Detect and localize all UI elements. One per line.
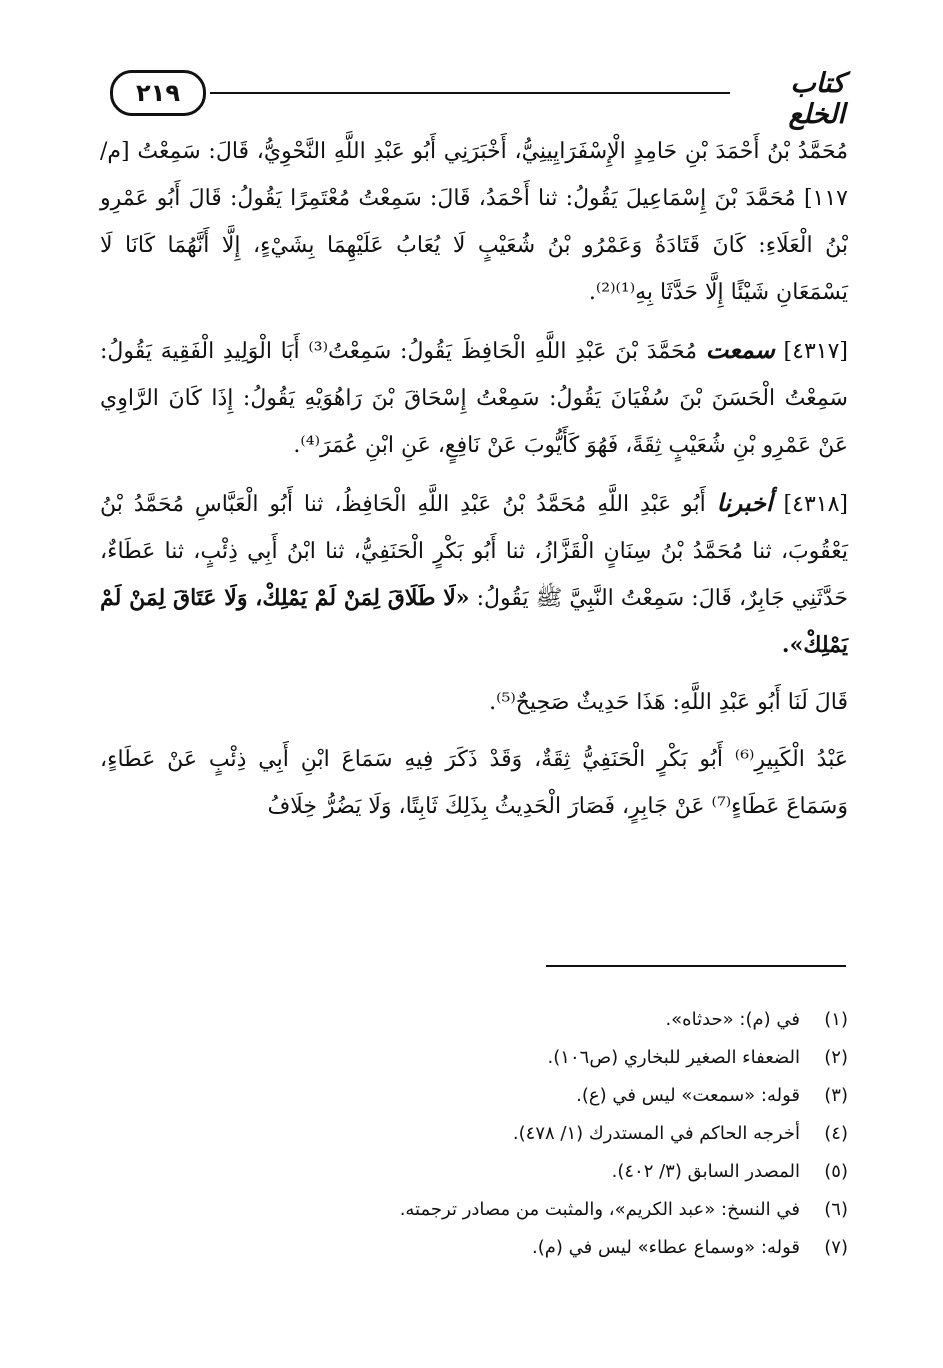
paragraph-4318 (100, 479, 848, 669)
paragraph-text: مُحَمَّدَ بْنَ عَبْدِ اللَّهِ الْحَافِظَ يَقُولُ: سَمِعْتُ⁽³⁾ أَبَا الْوَلِيدِ الْفَقِيهَ يَقُولُ: سَمِعْتُ الْحَسَنَ بْنَ سُفْيَانَ يَقُولُ: سَمِعْتُ إِسْحَاقَ بْنَ رَاهُوَيْهِ يَقُولُ: إِذَا كَانَ الرَّاوِي عَنْ عَمْرِو بْنِ شُعَيْبٍ ثِقَةً، فَهُوَ كَأَيُّوبَ عَنْ نَافِعٍ، عَنِ ابْنِ عُمَرَ⁽⁴⁾. (100, 339, 848, 458)
footnote-number: (١) (824, 1008, 848, 1030)
footnote-number: (٢) (824, 1046, 848, 1068)
footnote-text: في (م): «حدثاه». (665, 1008, 800, 1030)
footnote (100, 1076, 848, 1114)
footnote (100, 1000, 848, 1038)
footnote (100, 1038, 848, 1076)
footnote (100, 1190, 848, 1228)
footnote (100, 1114, 848, 1152)
footnote-text: الضعفاء الصغير للبخاري (ص١٠٦). (547, 1046, 800, 1068)
book-title: كتاب الخلع (788, 68, 845, 130)
chain-keyword: سمعت (705, 335, 775, 364)
footnote-text: قوله: «سمعت» ليس في (ع). (576, 1084, 800, 1106)
footnote-number: (٧) (824, 1236, 848, 1258)
paragraph-4: قَالَ لَنَا أَبُو عَبْدِ اللَّهِ: هَذَا حَدِيثٌ صَحِيحٌ⁽⁵⁾. (489, 690, 848, 715)
footnote-number: (٤) (824, 1122, 848, 1144)
main-text (100, 128, 848, 840)
footnote-text: المصدر السابق (٣/ ٤٠٢). (611, 1160, 800, 1182)
footnote (100, 1228, 848, 1266)
footnote-text: أخرجه الحاكم في المستدرك (١/ ٤٧٨). (512, 1122, 800, 1144)
page-number: ٢١٩ (110, 70, 206, 116)
footnote-text: قوله: «وسماع عطاء» ليس في (م). (532, 1236, 800, 1258)
page-header (100, 62, 845, 130)
paragraph-text: أَبُو عَبْدِ اللَّهِ مُحَمَّدُ بْنُ عَبْدِ اللَّهِ الْحَافِظُ، ثنا أَبُو الْعَبَّاسِ مُحَمَّدُ بْنُ يَعْقُوبَ، ثنا مُحَمَّدُ بْنُ سِنَانٍ الْقَزَّازُ، ثنا أَبُو بَكْرٍ الْحَنَفِيُّ، ثنا ابْنُ أَبِي ذِئْبٍ، ثنا عَطَاءٌ، حَدَّثَنِي جَابِرٌ، قَالَ: سَمِعْتُ النَّبِيَّ ﷺ يَقُولُ: (100, 492, 849, 611)
footnote (100, 1152, 848, 1190)
footnote-separator (546, 965, 846, 967)
paragraph-1: مُحَمَّدُ بْنُ أَحْمَدَ بْنِ حَامِدٍ الْإِسْفَرَايِينِيُّ، أَخْبَرَنِي أَبُو عَبْدِ اللَّهِ النَّحْوِيُّ، قَالَ: سَمِعْتُ [م/١١٧] مُحَمَّدَ بْنَ إِسْمَاعِيلَ يَقُولُ: ثنا أَحْمَدُ، قَالَ: سَمِعْتُ مُعْتَمِرًا يَقُولُ: قَالَ أَبُو عَمْرِو بْنُ الْعَلَاءِ: كَانَ قَتَادَةُ وَعَمْرُو بْنُ شُعَيْبٍ لَا يُعَابُ عَلَيْهِمَا بِشَيْءٍ، إِلَّا أَنَّهُمَا كَانَا لَا يَسْمَعَانِ شَيْئًا إِلَّا حَدَّثَا بِهِ⁽¹⁾⁽²⁾. (100, 139, 848, 305)
chain-keyword: أخبرنا (716, 488, 773, 517)
paragraph-5: عَبْدُ الْكَبِيرِ⁽⁶⁾ أَبُو بَكْرٍ الْحَنَفِيُّ ثِقَةٌ، وَقَدْ ذَكَرَ فِيهِ سَمَاعَ ابْنِ أَبِي ذِئْبٍ عَنْ عَطَاءٍ، وَسَمَاعَ عَطَاءٍ⁽⁷⁾ عَنْ جَابِرٍ، فَصَارَ الْحَدِيثُ بِذَلِكَ ثَابِتًا، وَلَا يَضُرُّ خِلَافُ (100, 747, 848, 819)
hadith-number: [٤٣١٧] (783, 339, 848, 364)
paragraph-4317 (100, 326, 848, 469)
footnotes (100, 1000, 848, 1266)
hadith-quote: «لَا طَلَاقَ لِمَنْ لَمْ يَمْلِكْ، وَلَا عَتَاقَ لِمَنْ لَمْ يَمْلِكْ». (100, 585, 848, 658)
header-rule (210, 92, 730, 94)
footnote-number: (٥) (824, 1160, 848, 1182)
footnote-number: (٣) (824, 1084, 848, 1106)
footnote-text: في النسخ: «عبد الكريم»، والمثبت من مصادر ترجمته. (399, 1198, 800, 1220)
hadith-number: [٤٣١٨] (783, 492, 848, 517)
footnote-number: (٦) (824, 1198, 848, 1220)
